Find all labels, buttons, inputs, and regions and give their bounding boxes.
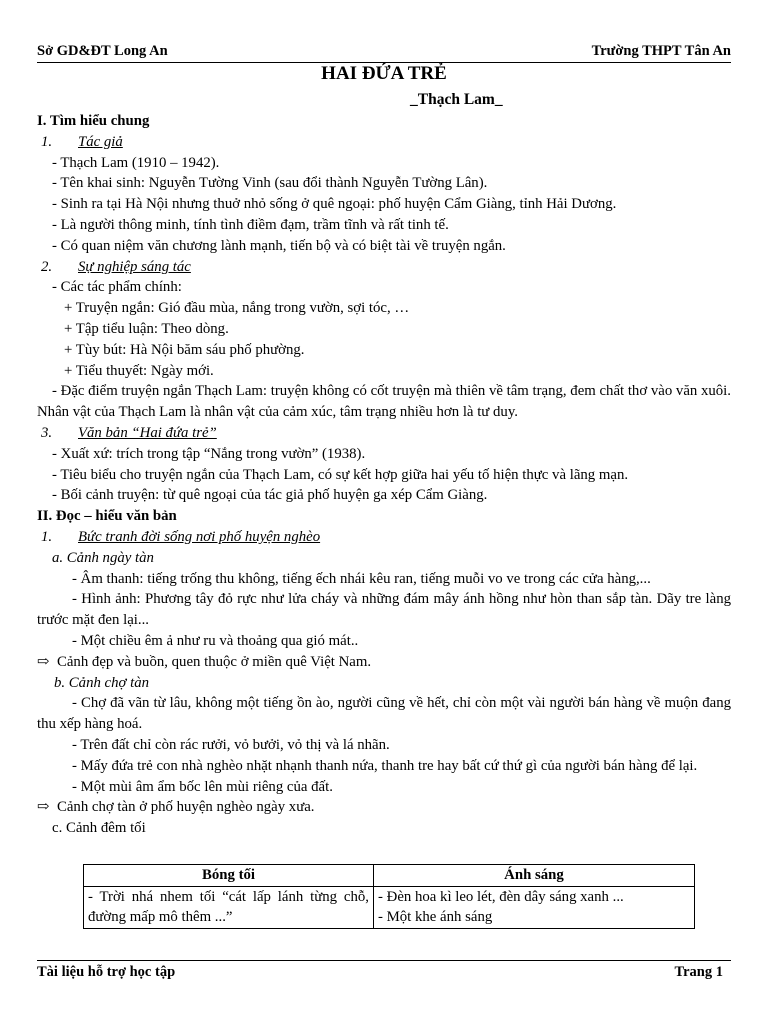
- work-item: + Tập tiểu luận: Theo dòng.: [64, 320, 229, 337]
- table-header-row: [84, 865, 695, 887]
- comparison-table: [83, 864, 695, 929]
- footer-label: Tài liệu hỗ trợ học tập: [37, 964, 176, 980]
- section-2-heading: II. Đọc – hiểu văn bản: [37, 508, 177, 525]
- conclusion-line: [37, 797, 731, 818]
- subsection-number: 2.: [41, 258, 53, 275]
- document-body: [37, 111, 731, 839]
- subsection-number: 1.: [41, 133, 53, 150]
- text-line: - Bối cảnh truyện: từ quê ngoại của tác giả phố huyện ga xép Cẩm Giàng.: [52, 487, 488, 504]
- text-line: - Tiêu biểu cho truyện ngắn của Thạch Lam, có sự kết hợp giữa hai yếu tố hiện thực và lãng mạn.: [52, 466, 629, 483]
- text-line: - Xuất xứ: trích trong tập “Nắng trong vườn” (1938).: [52, 445, 366, 462]
- author-line: - Là người thông minh, tính tình điềm đạm, trầm tĩnh và rất tinh tế.: [52, 216, 449, 233]
- text-paragraph: - Mấy đứa trẻ con nhà nghèo nhặt nhạnh thanh nứa, thanh tre hay bất cứ thứ gì của người bán hàng để lại.: [72, 757, 698, 774]
- arrow-right-icon: ⇨: [37, 653, 50, 670]
- subsection-title: Tác giả: [78, 133, 123, 150]
- table-cell-darkness: - Trời nhá nhem tối “cát lấp lánh từng chỗ, đường mấp mô thêm ...”: [84, 886, 374, 928]
- conclusion-text: Cảnh đẹp và buồn, quen thuộc ở miền quê Việt Nam.: [57, 653, 372, 670]
- text-line: - Một chiều êm ả như ru và thoảng qua gió mát..: [72, 632, 359, 649]
- section-1-heading: I. Tìm hiểu chung: [37, 113, 150, 129]
- subsection-2-1-heading: [37, 527, 731, 548]
- arrow-right-icon: ⇨: [37, 799, 50, 816]
- header-department: Sở GD&ĐT Long An: [37, 43, 168, 59]
- header-school: Trường THPT Tân An: [591, 43, 731, 59]
- work-item: + Tùy bút: Hà Nội băm sáu phố phường.: [64, 341, 305, 358]
- table-row: [84, 886, 695, 928]
- table-cell-line: - Một khe ánh sáng: [378, 909, 493, 925]
- author-line: - Sinh ra tại Hà Nội nhưng thuở nhỏ sống ở quê ngoại: phố huyện Cẩm Giàng, tỉnh Hải Dương.: [52, 196, 617, 213]
- part-a-heading: a. Cảnh ngày tàn: [52, 549, 154, 566]
- works-intro: - Các tác phẩm chính:: [52, 279, 182, 296]
- subsection-title: Văn bản “Hai đứa trẻ”: [78, 424, 217, 441]
- document-author: _Thạch Lam_: [410, 91, 503, 108]
- text-paragraph: - Hình ảnh: Phương tây đỏ rực như lửa cháy và những đám mây ánh hồng như hòn than sắp tàn. Dãy tre làng trước mặt đen lại...: [37, 591, 731, 629]
- subsection-1-1-heading: [37, 132, 731, 153]
- style-feature-paragraph: - Đặc điểm truyện ngắn Thạch Lam: truyện không có cốt truyện mà thiên về tâm trạng, đem chất thơ vào văn xuôi. Nhân vật của Thạch Lam là nhân vật của cảm xúc, tâm trạng nhiều hơn là tư duy.: [37, 383, 731, 421]
- conclusion-line: [37, 652, 731, 673]
- subsection-number: 3.: [41, 424, 53, 441]
- table-cell-light: [374, 886, 695, 928]
- table-header-darkness: Bóng tối: [84, 865, 374, 887]
- author-line: - Tên khai sinh: Nguyễn Tường Vinh (sau đổi thành Nguyễn Tường Lân).: [52, 175, 488, 192]
- conclusion-text: Cảnh chợ tàn ở phố huyện nghèo ngày xưa.: [57, 799, 315, 816]
- work-item: + Tiểu thuyết: Ngày mới.: [64, 362, 214, 379]
- part-b-heading: b. Cảnh chợ tàn: [54, 674, 150, 691]
- text-line: - Một mùi âm ẩm bốc lên mùi riêng của đất.: [72, 778, 333, 795]
- table-header-light: Ánh sáng: [374, 865, 695, 887]
- text-line: - Âm thanh: tiếng trống thu không, tiếng ếch nhái kêu ran, tiếng muỗi vo ve trong các cửa hàng,...: [72, 570, 651, 587]
- text-paragraph: - Chợ đã vãn từ lâu, không một tiếng ồn ào, người cũng về hết, chỉ còn một vài người bán hàng về muộn đang thu xếp hàng hoá.: [37, 695, 731, 733]
- author-line: - Có quan niệm văn chương lành mạnh, tiến bộ và có biệt tài về truyện ngắn.: [52, 237, 506, 254]
- page-footer: [37, 960, 731, 985]
- work-item: + Truyện ngắn: Gió đầu mùa, nắng trong vườn, sợi tóc, …: [64, 300, 410, 317]
- subsection-1-2-heading: [37, 257, 731, 278]
- subsection-1-3-heading: [37, 423, 731, 444]
- subsection-title: Bức tranh đời sống nơi phố huyện nghèo: [78, 528, 321, 545]
- subsection-title: Sự nghiệp sáng tác: [78, 258, 191, 275]
- page-header: [37, 42, 731, 63]
- author-line: - Thạch Lam (1910 – 1942).: [52, 154, 220, 171]
- page-number: Trang 1: [674, 964, 723, 980]
- part-c-heading: c. Cảnh đêm tối: [52, 820, 146, 837]
- subsection-number: 1.: [41, 528, 53, 545]
- document-title: HAI ĐỨA TRẺ: [321, 63, 447, 84]
- table-cell-line: - Đèn hoa kì leo lét, đèn dây sáng xanh ...: [378, 888, 624, 905]
- text-line: - Trên đất chỉ còn rác rưởi, vỏ bưởi, vỏ thị và lá nhãn.: [72, 736, 390, 753]
